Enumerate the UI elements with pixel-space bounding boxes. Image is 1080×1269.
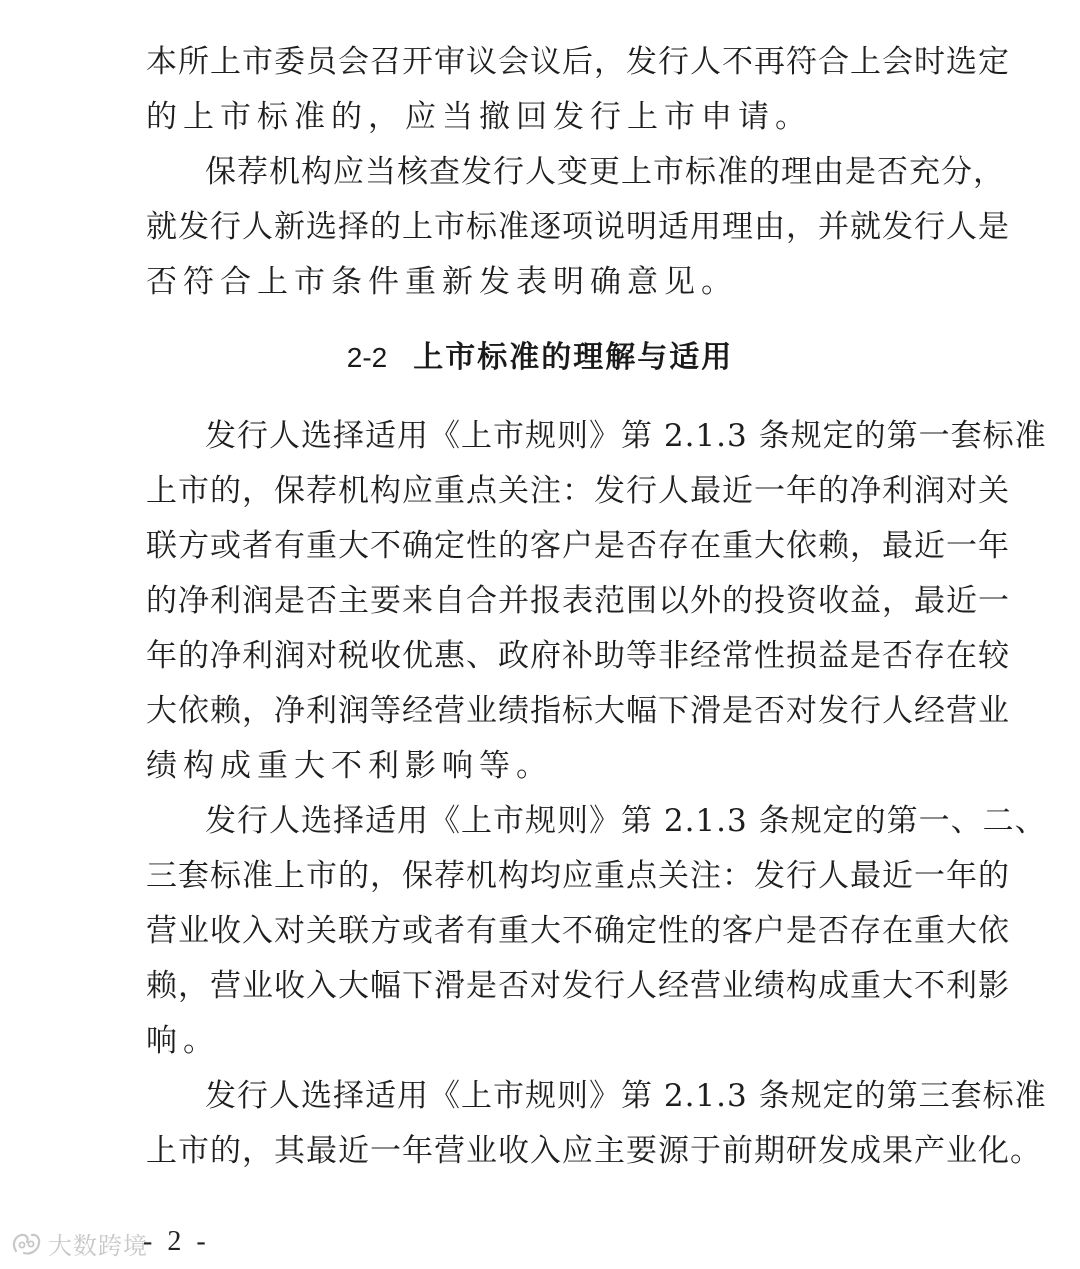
text-line: 就发行人新选择的上市标准逐项说明适用理由，并就发行人是: [146, 209, 1010, 245]
section-heading: [0, 336, 1080, 380]
text-line: 发行人选择适用《上市规则》第 2.1.3 条规定的第一、二、: [205, 803, 1047, 839]
watermark: [10, 1226, 148, 1261]
section-number: 2-2: [346, 342, 388, 373]
text-line: 上市的，其最近一年营业收入应主要源于前期研发成果产业化。: [146, 1133, 1042, 1169]
text-line: 三套标准上市的，保荐机构均应重点关注：发行人最近一年的: [146, 858, 1010, 894]
page-footer: [0, 1222, 1080, 1262]
text-line: 上市的，保荐机构应重点关注：发行人最近一年的净利润对关: [146, 473, 1010, 509]
text-line: 保荐机构应当核查发行人变更上市标准的理由是否充分，: [205, 154, 1005, 190]
text-line: 的上市标准的，应当撤回发行上市申请。: [146, 99, 812, 135]
text-line: 联方或者有重大不确定性的客户是否存在重大依赖，最近一年: [146, 528, 1010, 564]
text-line: 赖，营业收入大幅下滑是否对发行人经营业绩构成重大不利影: [146, 968, 1010, 1004]
text-line: 否符合上市条件重新发表明确意见。: [146, 264, 738, 300]
watermark-text: 大数跨境: [48, 1232, 148, 1260]
text-line: 营业收入对关联方或者有重大不确定性的客户是否存在重大依: [146, 913, 1010, 949]
brand-logo-icon: [10, 1229, 44, 1259]
text-line: 年的净利润对税收优惠、政府补助等非经常性损益是否存在较: [146, 638, 1010, 674]
text-line: 发行人选择适用《上市规则》第 2.1.3 条规定的第三套标准: [205, 1078, 1047, 1114]
page-number: - 2 -: [143, 1226, 210, 1257]
text-line: 绩构成重大不利影响等。: [146, 748, 553, 784]
section-title: 上市标准的理解与适用: [413, 340, 734, 375]
text-line: 响。: [146, 1023, 220, 1059]
text-line: 大依赖，净利润等经营业绩指标大幅下滑是否对发行人经营业: [146, 693, 1010, 729]
text-line: 的净利润是否主要来自合并报表范围以外的投资收益，最近一: [146, 583, 1010, 619]
text-line: 本所上市委员会召开审议会议后，发行人不再符合上会时选定: [146, 44, 1010, 80]
text-line: 发行人选择适用《上市规则》第 2.1.3 条规定的第一套标准: [205, 418, 1047, 454]
